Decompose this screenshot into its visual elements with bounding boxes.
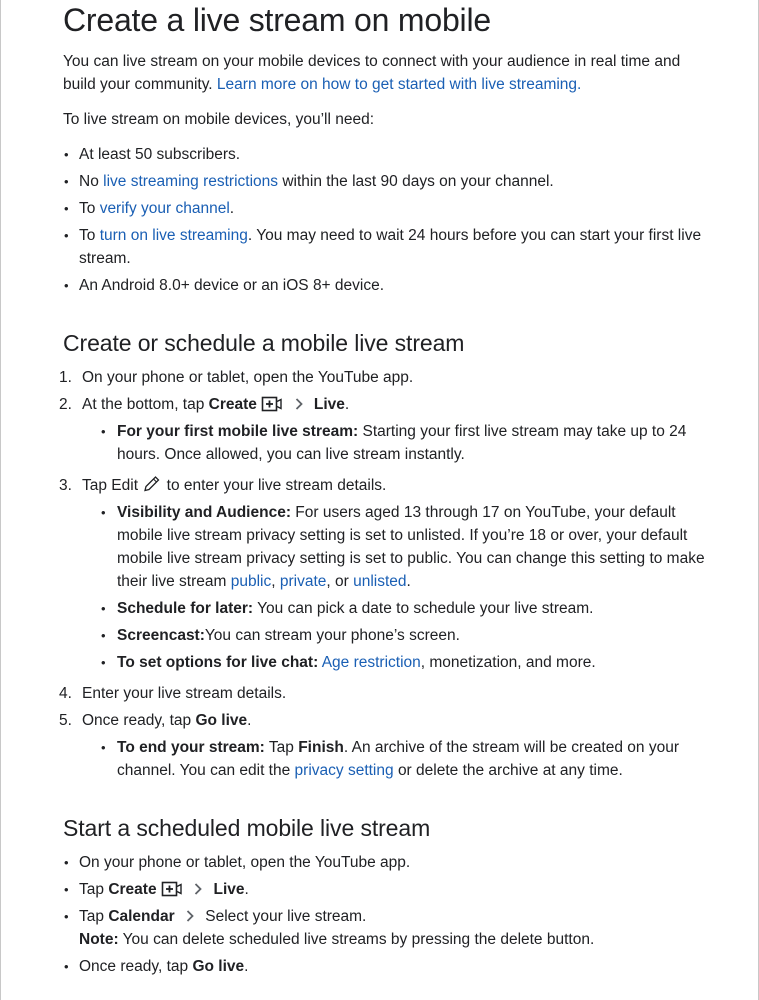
create-icon — [261, 396, 283, 412]
step-text: . — [247, 712, 252, 729]
intro-paragraph — [63, 50, 713, 96]
private-link[interactable]: private — [279, 573, 327, 590]
step-text: Tap Edit — [82, 477, 139, 494]
sub-item-text: You can stream your phone’s screen. — [204, 627, 460, 644]
chevron-right-icon — [193, 882, 203, 896]
list-item-text: . You may need to wait 24 hours before you can start your first live stream. — [79, 227, 702, 267]
sub-item-text: . An archive of the stream will be created on your channel. You can edit the — [117, 739, 679, 779]
privacy-setting-link[interactable]: privacy setting — [294, 762, 394, 779]
list-item-text: Tap — [79, 881, 104, 898]
sub-item-text: , — [271, 573, 276, 590]
page-title: Create a live stream on mobile — [63, 2, 491, 38]
chevron-right-icon — [185, 909, 195, 923]
list-item-text: At least 50 subscribers. — [79, 146, 241, 163]
create-label: Create — [208, 396, 257, 413]
step-text: . — [344, 396, 350, 413]
list-item-text: . — [229, 200, 235, 217]
learn-more-link[interactable]: Learn more on how to get started with live streaming. — [216, 76, 582, 93]
live-streaming-restrictions-link[interactable]: live streaming restrictions — [103, 173, 278, 190]
step-number: 1. — [59, 369, 72, 386]
sub-item-text: , or — [326, 573, 349, 590]
requirements-lead: To live stream on mobile devices, you’ll need: — [63, 111, 375, 128]
sub-item-text: , monetization, and more. — [420, 654, 596, 671]
go-live-label: Go live — [192, 958, 245, 975]
sub-item-bold: Screencast: — [117, 627, 205, 644]
step-sub-list — [98, 420, 713, 466]
article — [59, 0, 713, 978]
note-label: Note: — [79, 931, 119, 948]
list-item-text: An Android 8.0+ device or an iOS 8+ device. — [79, 277, 385, 294]
sub-item-text: You can pick a date to schedule your live stream. — [257, 600, 594, 617]
create-steps-list — [59, 366, 713, 782]
live-label: Live — [213, 881, 245, 898]
turn-on-live-streaming-link[interactable]: turn on live streaming — [99, 227, 248, 244]
list-item — [63, 955, 713, 978]
list-item — [63, 197, 713, 220]
requirements-list — [63, 143, 713, 297]
calendar-label: Calendar — [108, 908, 175, 925]
step-text: At the bottom, tap — [82, 396, 205, 413]
step-text: Once ready, tap — [82, 712, 192, 729]
list-item-text: within the last 90 days on your channel. — [282, 173, 554, 190]
sub-item-bold: Schedule for later: — [117, 600, 254, 617]
list-item-text: No — [79, 173, 99, 190]
list-item — [63, 170, 713, 193]
sub-item-bold: Visibility and Audience: — [117, 504, 291, 521]
list-item — [63, 143, 713, 166]
step-sub-list — [98, 501, 713, 674]
step-item — [59, 474, 713, 674]
sub-item-text: Tap — [268, 739, 294, 756]
list-item — [98, 651, 713, 674]
create-label: Create — [108, 881, 157, 898]
chevron-right-icon — [294, 397, 304, 411]
step-item — [59, 682, 713, 705]
start-steps-list — [63, 851, 713, 978]
list-item — [98, 597, 713, 620]
sub-item-bold: For your first mobile live stream: — [117, 423, 359, 440]
sub-item-text: . — [406, 573, 411, 590]
pencil-icon — [142, 475, 162, 493]
sub-item-bold: To end your stream: — [117, 739, 265, 756]
list-item — [63, 905, 713, 951]
step-item — [59, 709, 713, 782]
public-link[interactable]: public — [230, 573, 272, 590]
list-item-text: . — [244, 881, 249, 898]
list-item-text: Once ready, tap — [79, 958, 189, 975]
list-item-text: To — [79, 227, 96, 244]
list-item — [98, 420, 713, 466]
list-item — [63, 224, 713, 270]
step-number: 4. — [59, 685, 72, 702]
live-label: Live — [313, 396, 345, 413]
list-item — [63, 851, 713, 874]
step-sub-list — [98, 736, 713, 782]
list-item — [63, 878, 713, 901]
list-item — [98, 736, 713, 782]
create-icon — [161, 881, 183, 897]
list-item-text: On your phone or tablet, open the YouTube app. — [79, 854, 411, 871]
step-number: 3. — [59, 477, 72, 494]
age-restriction-link[interactable]: Age restriction — [321, 654, 421, 671]
sub-item-bold: To set options for live chat: — [117, 654, 319, 671]
finish-label: Finish — [298, 739, 344, 756]
list-item-text: Select your live stream. — [205, 908, 367, 925]
go-live-label: Go live — [195, 712, 248, 729]
step-text: Enter your live stream details. — [82, 685, 287, 702]
step-text: On your phone or tablet, open the YouTube app. — [82, 369, 414, 386]
step-number: 2. — [59, 396, 72, 413]
section-heading-start: Start a scheduled mobile live stream — [63, 815, 431, 841]
unlisted-link[interactable]: unlisted — [353, 573, 407, 590]
sub-item-text: or delete the archive at any time. — [397, 762, 623, 779]
step-item — [59, 393, 713, 466]
list-item-text: . — [244, 958, 249, 975]
sub-item-text: For users aged 13 through 17 on YouTube, your default mobile live stream privacy setting is set to unlisted. If you’re 18 or over, your default mobile live stream privacy setting is set to public. You can change this setting to make their live stream — [117, 504, 705, 590]
list-item-text: To — [79, 200, 96, 217]
sub-item-text: Starting your first live stream may take up to 24 hours. Once allowed, you can live stream instantly. — [117, 423, 687, 463]
list-item — [63, 274, 713, 297]
intro-text: You can live stream on your mobile devices to connect with your audience in real time and build your community. — [63, 53, 681, 93]
list-item — [98, 501, 713, 593]
list-item-text: Tap — [79, 908, 104, 925]
section-heading-create: Create or schedule a mobile live stream — [63, 330, 465, 356]
step-text: to enter your live stream details. — [166, 477, 387, 494]
step-item — [59, 366, 713, 389]
note-text: You can delete scheduled live streams by pressing the delete button. — [122, 931, 595, 948]
verify-channel-link[interactable]: verify your channel — [99, 200, 230, 217]
step-number: 5. — [59, 712, 72, 729]
list-item — [98, 624, 713, 647]
